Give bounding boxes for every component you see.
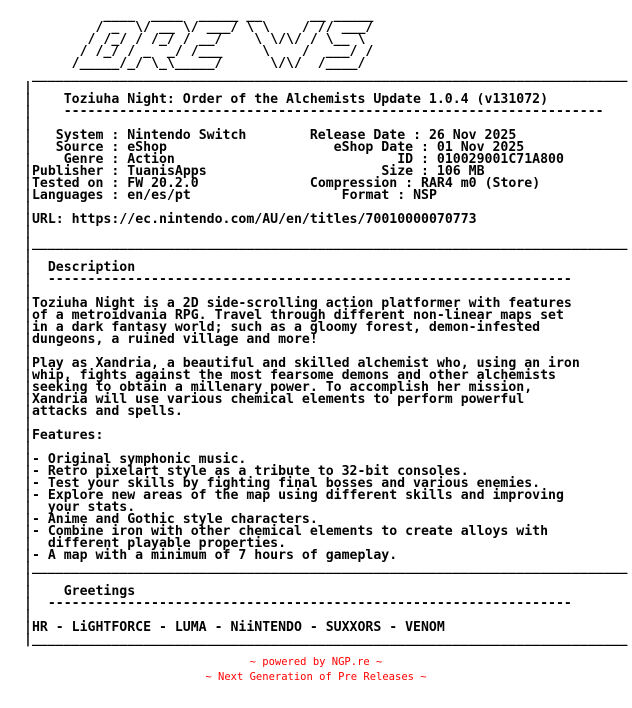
store-url: https://ec.nintendo.com/AU/en/titles/70010000070773 xyxy=(71,212,477,227)
label-genre: Genre xyxy=(63,152,104,167)
label-publisher: Publisher xyxy=(31,164,104,179)
eshop-date-value: 01 Nov 2025 xyxy=(436,140,525,155)
label-tested-on: Tested on xyxy=(31,176,104,191)
label-source: Source xyxy=(55,140,104,155)
description-para-1-line-2: of a metroidvania RPG. Travel through different non-linear maps set xyxy=(31,308,564,323)
tested-on-value: FW 20.2.0 xyxy=(127,176,199,191)
description-para-1-line-1: Toziuha Night is a 2D side-scrolling action platformer with features xyxy=(31,296,572,311)
features-heading: Features: xyxy=(31,428,104,443)
description-para-2-line-2: whip, fights against the most fearsome demons and other alchemists xyxy=(31,368,556,383)
compression-value: RAR4 m0 (Store) xyxy=(421,176,541,191)
feature-item: - Anime and Gothic style characters. xyxy=(31,512,318,527)
label-compression: Compression xyxy=(309,176,398,191)
release-date-value: 26 Nov 2025 xyxy=(428,128,517,143)
languages-value: en/es/pt xyxy=(127,188,191,203)
label-system: System xyxy=(55,128,104,143)
format-value: NSP xyxy=(413,188,437,203)
description-para-2-line-5: attacks and spells. xyxy=(31,404,183,419)
system-value: Nintendo Switch xyxy=(127,128,247,143)
feature-item: - Combine iron with other chemical elements to create alloys with xyxy=(31,524,549,539)
greetings-text: HR - LiGHTFORCE - LUMA - NiiNTENDO - SUXXORS - VENOM xyxy=(31,620,445,635)
logo-art: ____ ____ _____ __ __ _____ / _ \/ __ \/ ___/ \ \ / // ___/ / /_/ / /_/ / __/ \ \/\/ / \__ \ / /_/ / _ _/ /___ \ / ___/ / /_____/_/ \_\_____/ \/\/ /____/ ___________________________________________________________________________ xyxy=(31,8,628,83)
footer-powered-by: ~ powered by NGP.re ~ xyxy=(249,656,383,668)
source-value: eShop xyxy=(127,140,167,155)
release-title: Toziuha Night: Order of the Alchemists Update 1.0.4 (v131072) xyxy=(63,92,549,107)
id-value: 010029001C71A800 xyxy=(436,152,564,167)
label-eshop-date: eShop Date xyxy=(333,140,414,155)
label-release-date: Release Date xyxy=(309,128,406,143)
feature-item-continuation: different playable properties. xyxy=(31,536,287,551)
feature-item: - Original symphonic music. xyxy=(31,452,247,467)
description-para-1-line-3: in a dark fantasy world; such as a gloomy forest, demon-infested xyxy=(31,320,541,335)
description-para-2-line-1: Play as Xandria, a beautiful and skilled alchemist who, using an iron xyxy=(31,356,580,371)
label-format: Format xyxy=(341,188,390,203)
genre-value: Action xyxy=(127,152,175,167)
label-id: ID xyxy=(397,152,414,167)
feature-item: - Explore new areas of the map using different skills and improving xyxy=(31,488,564,503)
publisher-value: TuanisApps xyxy=(127,164,207,179)
feature-item: - A map with a minimum of 7 hours of gameplay. xyxy=(31,548,398,563)
description-para-1-line-4: dungeons, a ruined village and more! xyxy=(31,332,318,347)
size-value: 106 MB xyxy=(436,164,485,179)
footer-tagline: ~ Next Generation of Pre Releases ~ xyxy=(205,671,427,683)
label-languages: Languages xyxy=(31,188,104,203)
feature-item-continuation: your stats. xyxy=(31,500,136,515)
feature-item: - Retro pixelart style as a tribute to 32-bit consoles. xyxy=(31,464,469,479)
description-para-2-line-3: seeking to obtain a millenary power. To accomplish her mission, xyxy=(31,380,533,395)
nfo-document: ____ ____ _____ __ __ _____ / _ \/ __ \/ ___/ \ \ / // ___/ / /_/ / /_/ / __/ \ \/\/ / \__ \ / /_/ / _ _/ /___ \ / ___/ / /_____/_/ \_\_____/ \/\/ /____/ ___________________________________________________________________________ | | Toziuha Night: Order of the Alchemists Update 1.0.4 (v131072) | -------------------------------------------------------------------- | | System : Nintendo Switch Release Date : 26 Nov 2025 | Source : eShop eShop Date : 01 Nov 2025 | Genre : Action ID : 010029001C71A800 |Publisher : TuanisApps Size : 106 MB |Tested on : FW 20.2.0 Compression : RAR4 m0 (Store) |Languages : en/es/pt Format : NSP | |URL: https://ec.nintendo.com/AU/en/titles/70010000070773 | |___________________________________________________________________________ | | Description | ------------------------------------------------------------------ | |Toziuha Night is a 2D side-scrolling action platformer with features |of a metroidvania RPG. Travel through different non-linear maps set |in a dark fantasy world; such as a gloomy forest, demon-infested |dungeons, a ruined village and more! | |Play as Xandria, a beautiful and skilled alchemist who, using an iron |whip, fights against the most fearsome demons and other alchemists |seeking to obtain a millenary power. To accomplish her mission, |Xandria will use various chemical elements to perform powerful |attacks and spells. | |Features: | |- Original symphonic music. |- Retro pixelart style as a tribute to 32-bit consoles. |- Test your skills by fighting final bosses and various enemies. |- Explore new areas of the map using different skills and improving | your stats. |- Anime and Gothic style characters. |- Combine iron with other chemical elements to create alloys with | different playable properties. |- A map with a minimum of 7 hours of gameplay. |___________________________________________________________________________ | | Greetings | ------------------------------------------------------------------ | |HR - LiGHTFORCE - LUMA - NiiNTENDO - SUXXORS - VENOM |___________________________________________________________________________ xyxy=(24,8,628,647)
greetings-heading: Greetings xyxy=(63,584,136,599)
label-url: URL xyxy=(31,212,56,227)
feature-item: - Test your skills by fighting final bosses and various enemies. xyxy=(31,476,541,491)
description-heading: Description xyxy=(47,260,136,275)
description-para-2-line-4: Xandria will use various chemical elements to perform powerful xyxy=(31,392,525,407)
label-size: Size xyxy=(381,164,414,179)
